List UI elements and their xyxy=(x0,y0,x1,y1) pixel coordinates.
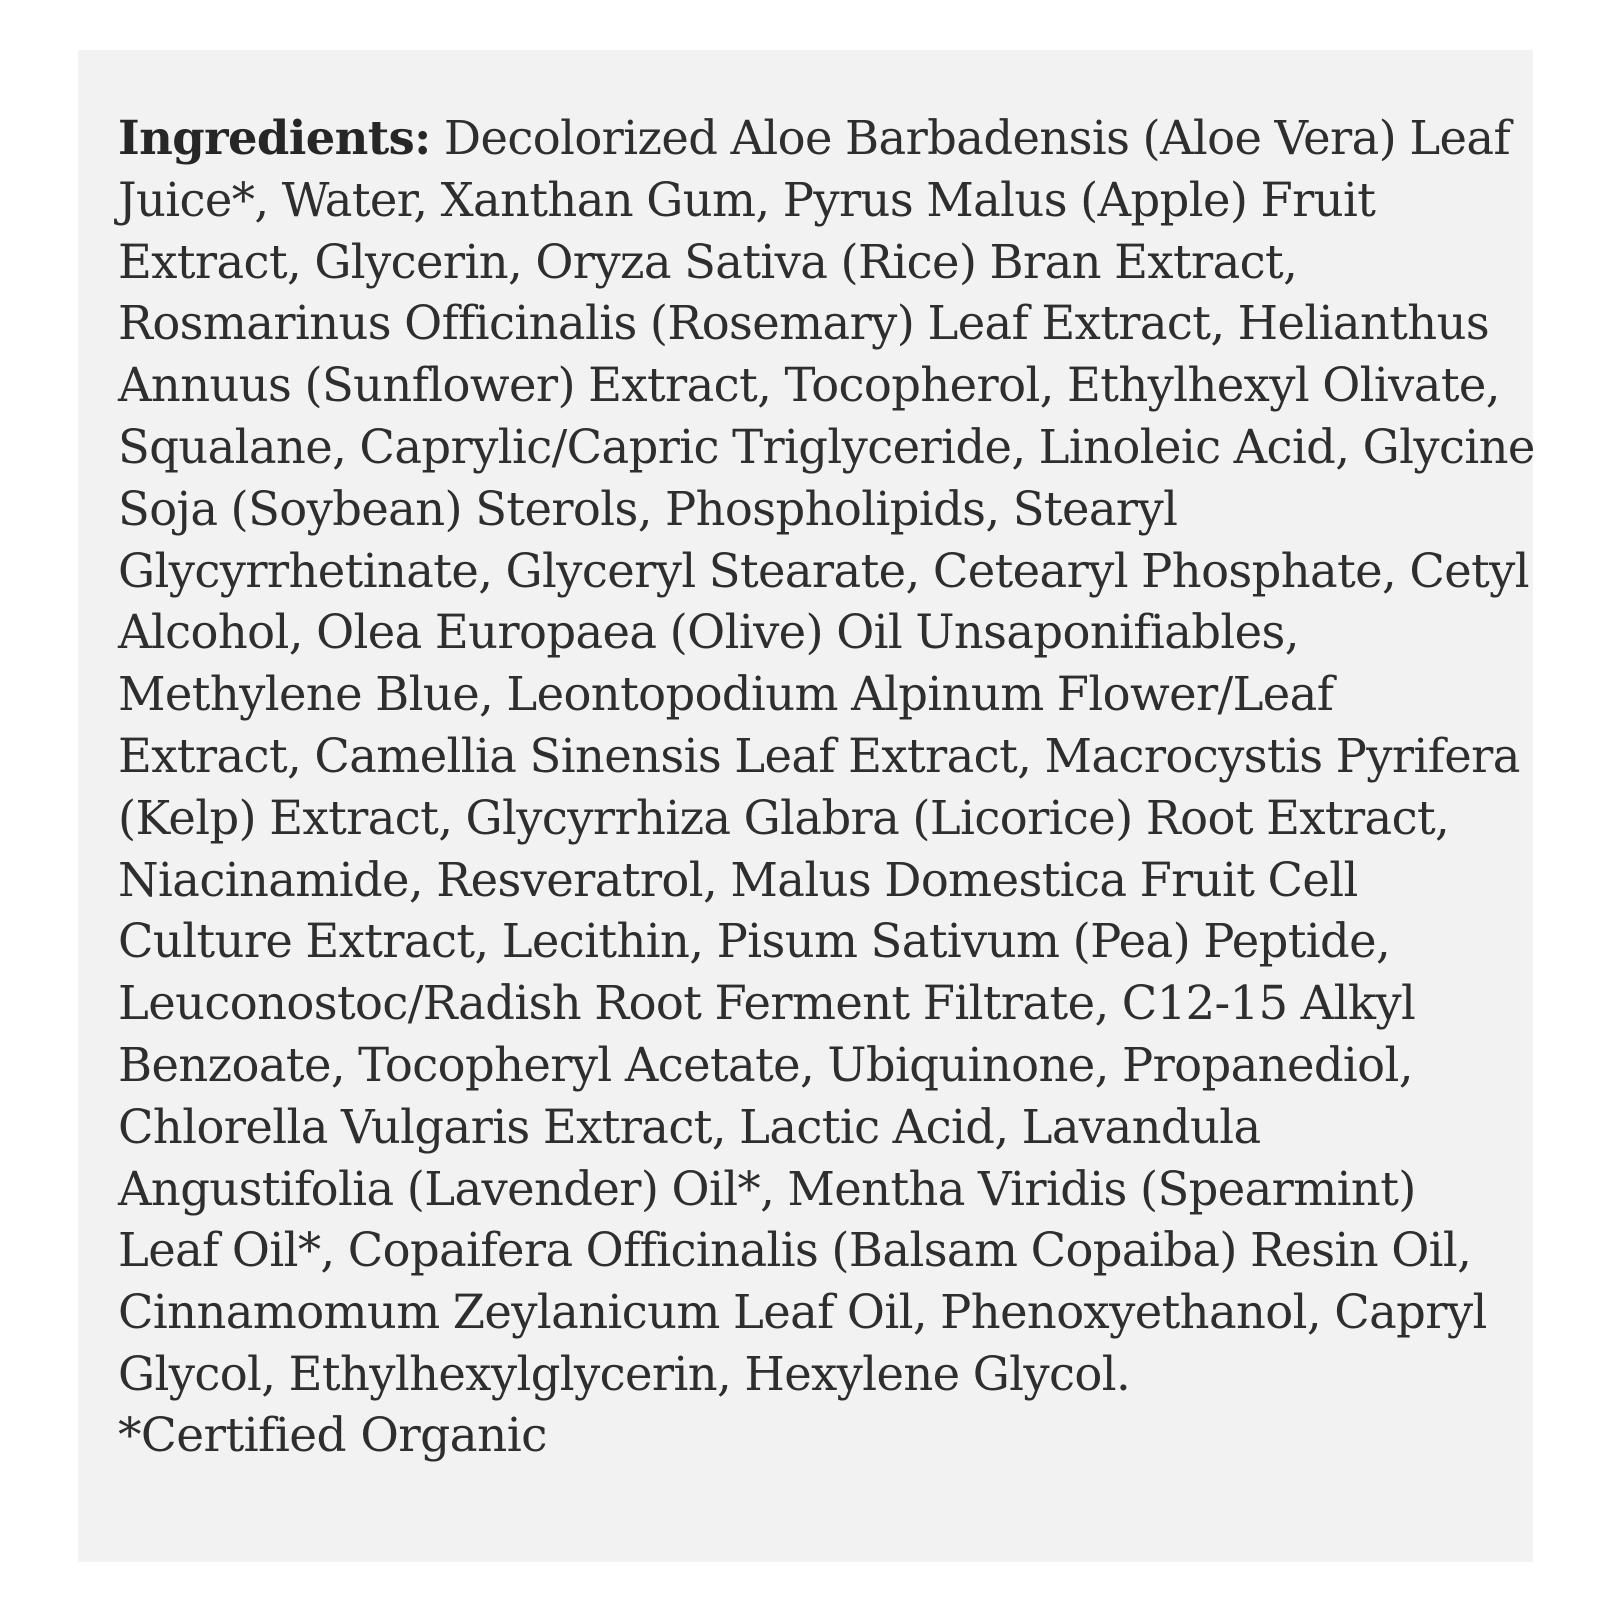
ingredients-line: Benzoate, Tocopheryl Acetate, Ubiquinone, Propanediol, xyxy=(118,1037,1413,1093)
ingredients-line: Glycyrrhetinate, Glyceryl Stearate, Cetearyl Phosphate, Cetyl xyxy=(118,543,1530,599)
ingredients-line: Culture Extract, Lecithin, Pisum Sativum (Pea) Peptide, xyxy=(118,914,1391,970)
ingredients-line: Methylene Blue, Leontopodium Alpinum Flower/Leaf xyxy=(118,667,1334,723)
ingredients-line: Leuconostoc/Radish Root Ferment Filtrate, C12-15 Alkyl xyxy=(118,976,1416,1032)
ingredients-line: Squalane, Caprylic/Capric Triglyceride, Linoleic Acid, Glycine xyxy=(118,419,1535,475)
ingredients-line: Glycol, Ethylhexylglycerin, Hexylene Glycol. xyxy=(118,1346,1131,1402)
ingredients-line: Soja (Soybean) Sterols, Phospholipids, Stearyl xyxy=(118,481,1178,537)
ingredients-line: Rosmarinus Officinalis (Rosemary) Leaf Extract, Helianthus xyxy=(118,296,1490,352)
ingredients-line: Cinnamomum Zeylanicum Leaf Oil, Phenoxyethanol, Capryl xyxy=(118,1285,1487,1341)
ingredients-text: Decolorized Aloe Barbadensis (Aloe Vera) Leaf xyxy=(443,111,1511,166)
ingredients-line: Leaf Oil*, Copaifera Officinalis (Balsam Copaiba) Resin Oil, xyxy=(118,1223,1472,1279)
ingredients-line: Chlorella Vulgaris Extract, Lactic Acid, Lavandula xyxy=(118,1099,1261,1155)
ingredients-line xyxy=(118,108,1511,170)
ingredients-line: (Kelp) Extract, Glycyrrhiza Glabra (Licorice) Root Extract, xyxy=(118,790,1450,846)
ingredients-line: Angustifolia (Lavender) Oil*, Mentha Viridis (Spearmint) xyxy=(118,1161,1416,1217)
certified-organic-footnote: *Certified Organic xyxy=(118,1408,547,1463)
ingredients-line: Alcohol, Olea Europaea (Olive) Oil Unsaponifiables, xyxy=(118,605,1299,661)
ingredients-line: Extract, Camellia Sinensis Leaf Extract, Macrocystis Pyrifera xyxy=(118,728,1520,784)
ingredients-line: Annuus (Sunflower) Extract, Tocopherol, Ethylhexyl Olivate, xyxy=(118,358,1500,414)
ingredients-list xyxy=(118,108,1535,1406)
ingredients-heading: Ingredients: xyxy=(118,111,431,166)
ingredients-line: Juice*, Water, Xanthan Gum, Pyrus Malus (Apple) Fruit xyxy=(118,172,1376,228)
ingredients-line: Niacinamide, Resveratrol, Malus Domestica Fruit Cell xyxy=(118,852,1358,908)
ingredients-line: Extract, Glycerin, Oryza Sativa (Rice) Bran Extract, xyxy=(118,234,1298,290)
